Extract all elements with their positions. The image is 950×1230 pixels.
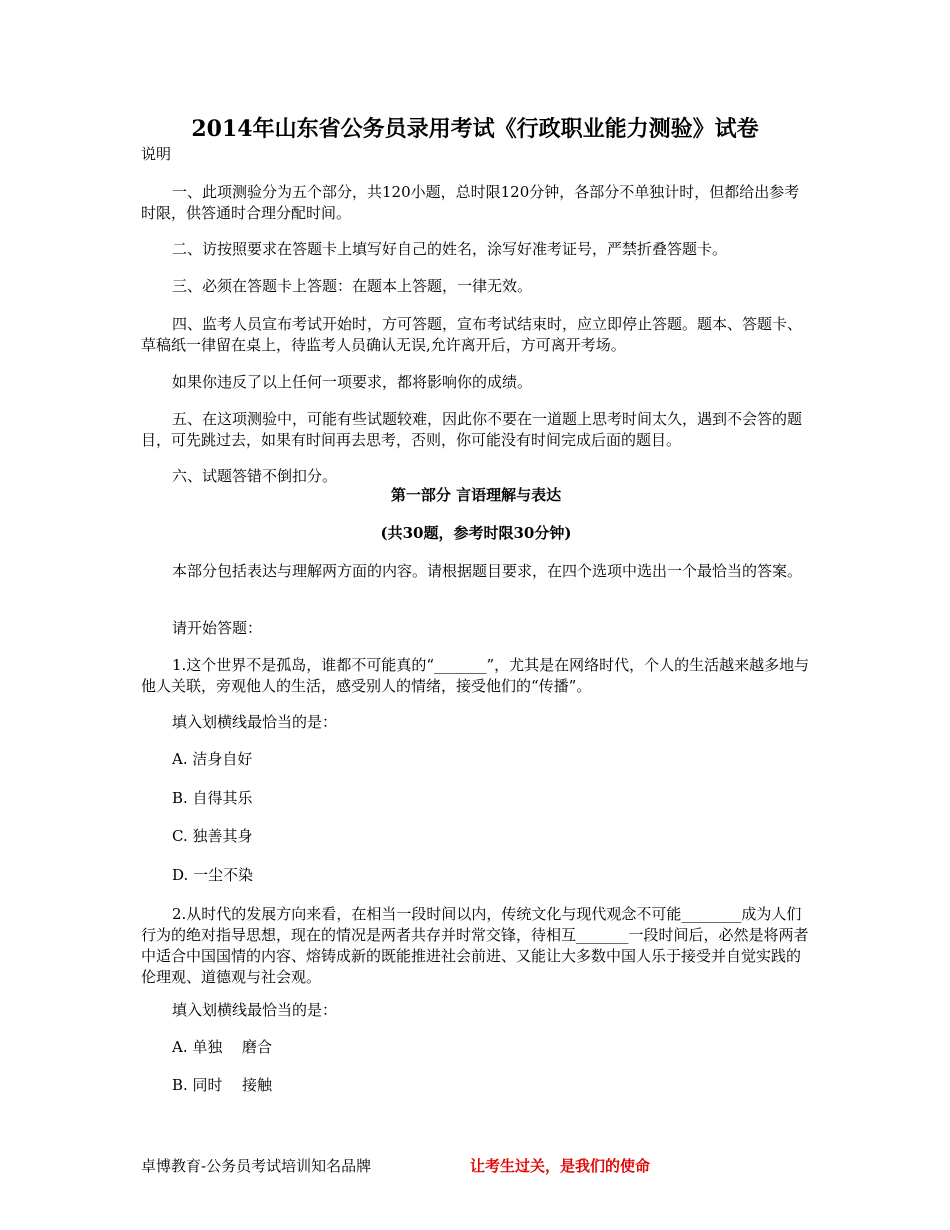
rule-4: 四、监考人员宣布考试开始时，方可答题，宣布考试结束时，应立即停止答题。题本、答题卡、草稿纸一律留在桌上，待监考人员确认无误,允许离开后，方可离开考场。 [141, 315, 803, 354]
question-1-option-d: D. 一尘不染 [172, 866, 254, 884]
document-title: 2014年山东省公务员录用考试《行政职业能力测验》试卷 [191, 116, 759, 142]
rule-5: 五、在这项测验中，可能有些试题较难，因此你不要在一道题上思考时间太久，遇到不会答的题目，可先跳过去，如果有时间再去思考，否则，你可能没有时间完成后面的题目。 [141, 410, 803, 449]
section-title: 第一部分 言语理解与表达 [390, 486, 562, 504]
rule-2: 二、访按照要求在答题卡上填写好自己的姓名，涂写好准考证号，严禁折叠答题卡。 [172, 240, 728, 258]
section-intro: 本部分包括表达与理解两方面的内容。请根据题目要求，在四个选项中选出一个最恰当的答案。 [172, 562, 803, 580]
rule-1: 一、此项测验分为五个部分，共120小题，总时限120分钟，各部分不单独计时，但都给出参考时限，供答通时合理分配时间。 [141, 183, 800, 222]
question-2-option-a-letter: A. 单独 [172, 1038, 223, 1056]
question-2-option-a-word: 磨合 [242, 1038, 273, 1056]
section-subtitle: (共30题，参考时限30分钟) [380, 524, 572, 542]
footer-slogan: 让考生过关，是我们的使命 [470, 1157, 651, 1175]
question-1-prompt: 填入划横线最恰当的是： [172, 713, 338, 731]
question-2-prompt: 填入划横线最恰当的是： [172, 1001, 338, 1019]
start-prompt: 请开始答题： [172, 619, 263, 637]
rule-warning: 如果你违反了以上任何一项要求，都将影响你的成绩。 [172, 373, 533, 391]
question-2-option-a [172, 1037, 272, 1058]
question-2-option-b-word: 接触 [242, 1076, 273, 1094]
question-1-option-c: C. 独善其身 [172, 827, 253, 845]
footer-brand: 卓博教育-公务员考试培训知名品牌 [141, 1157, 372, 1175]
rule-3: 三、必须在答题卡上答题：在题本上答题，一律无效。 [172, 277, 533, 295]
question-1-stem: 1.这个世界不是孤岛，谁都不可能真的“_______”，尤其是在网络时代，个人的生活越来越多地与他人关联，旁观他人的生活，感受别人的情绪，接受他们的“传播”。 [141, 656, 810, 695]
question-2-stem: 2.从时代的发展方向来看，在相当一段时间以内，传统文化与现代观念不可能________成为人们行为的绝对指导思想，现在的情况是两者共存并时常交锋，待相互_______一段时间后，必然是将两者中适合中国国情的内容、熔铸成新的既能推进社会前进、又能让大多数中国人乐于接受并自觉实践的伦理观、道德观与社会观。 [141, 905, 809, 986]
question-2-option-b [172, 1075, 272, 1096]
intro-label: 说明 [141, 145, 172, 163]
question-1-option-a: A. 洁身自好 [172, 750, 253, 768]
rule-6: 六、试题答错不倒扣分。 [172, 467, 338, 485]
question-1-option-b: B. 自得其乐 [172, 789, 253, 807]
question-2-option-b-letter: B. 同时 [172, 1076, 223, 1094]
